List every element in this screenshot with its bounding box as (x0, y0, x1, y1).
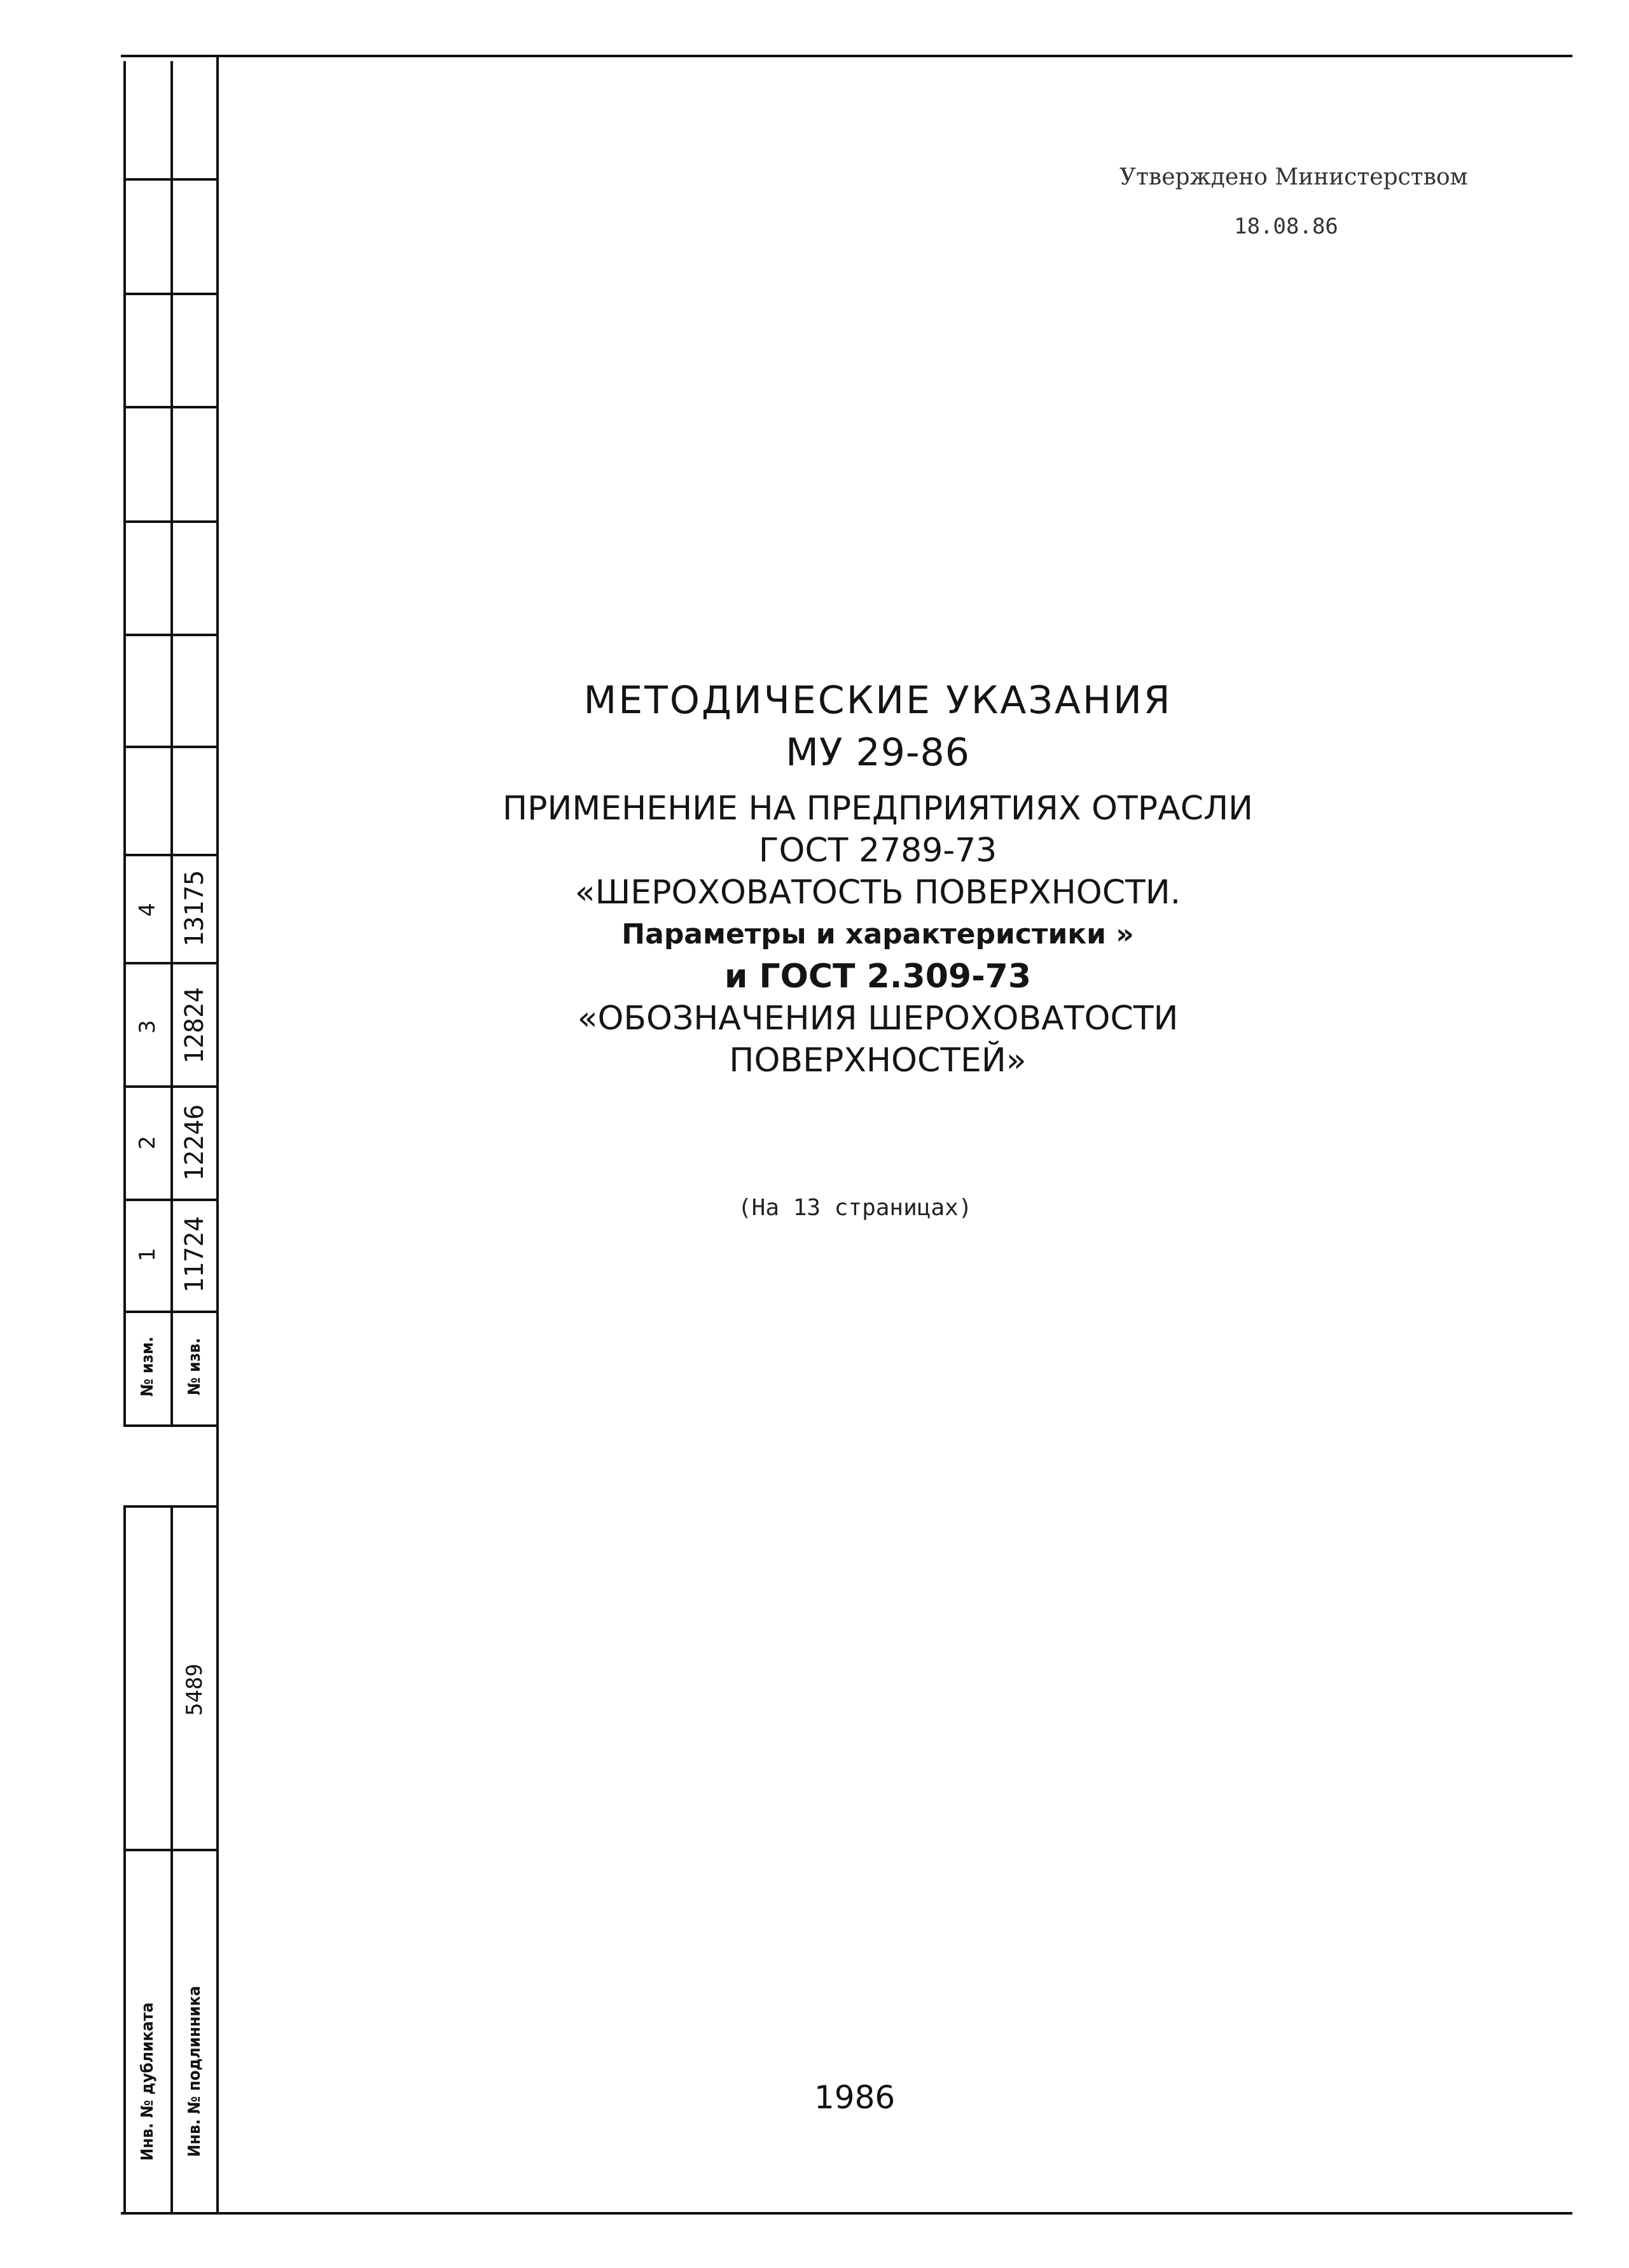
original-inventory-label: Инв. № подлинника (185, 1986, 204, 2157)
change-table-divider (170, 61, 173, 1426)
title-subline: Параметры и характеристики » (621, 918, 1134, 950)
title-line: ПОВЕРХНОСТЕЙ» (729, 1041, 1027, 1080)
frame-bottom-border (121, 2212, 1572, 2215)
change-table-rule (123, 293, 216, 295)
document-type: МЕТОДИЧЕСКИЕ УКАЗАНИЯ (583, 678, 1172, 723)
change-table-rule (123, 406, 216, 408)
change-table-rule (123, 634, 216, 636)
notice-number: 11724 (180, 1216, 209, 1293)
frame-top-border (121, 55, 1572, 57)
change-table-rule (123, 1085, 216, 1088)
inventory-table-rule (123, 1849, 216, 1851)
notice-number: 12246 (180, 1104, 209, 1181)
notice-label: № изв. (185, 1338, 204, 1395)
change-table-bottom (123, 1424, 216, 1427)
change-number: 2 (135, 1136, 160, 1150)
change-number: 4 (135, 903, 160, 917)
change-table-rule (123, 746, 216, 748)
change-table-rule (123, 1199, 216, 1201)
document-code: МУ 29-86 (786, 730, 970, 775)
title-line: ПРИМЕНЕНИЕ НА ПРЕДПРИЯТИЯХ ОТРАСЛИ (503, 790, 1253, 828)
page-count-note: (На 13 страницах) (738, 1195, 973, 1221)
change-table-rule (123, 178, 216, 181)
title-line: ГОСТ 2789-73 (758, 831, 997, 870)
notice-number: 12824 (180, 987, 209, 1064)
title-line: и ГОСТ 2.309-73 (724, 957, 1032, 996)
inventory-table-divider (170, 1506, 173, 2215)
change-number: 1 (135, 1248, 160, 1262)
inventory-table-top (123, 1505, 216, 1508)
change-table-rule (123, 854, 216, 856)
original-inventory-number: 5489 (182, 1664, 207, 1716)
title-block (445, 674, 1310, 1082)
notice-number: 13175 (180, 870, 209, 947)
change-table-rule (123, 962, 216, 964)
change-table-rule (123, 1311, 216, 1313)
change-table-rule (123, 520, 216, 523)
approval-text: Утверждено Министерством (1120, 164, 1468, 190)
duplicate-inventory-label: Инв. № дубликата (138, 2002, 157, 2161)
change-number: 3 (135, 1020, 160, 1034)
approval-date: 18.08.86 (1234, 214, 1338, 239)
publication-year: 1986 (814, 2079, 896, 2116)
change-label: № изм. (138, 1336, 157, 1397)
title-line: «ОБОЗНАЧЕНИЯ ШЕРОХОВАТОСТИ (577, 999, 1179, 1038)
title-line: «ШЕРОХОВАТОСТЬ ПОВЕРХНОСТИ. (574, 873, 1181, 912)
